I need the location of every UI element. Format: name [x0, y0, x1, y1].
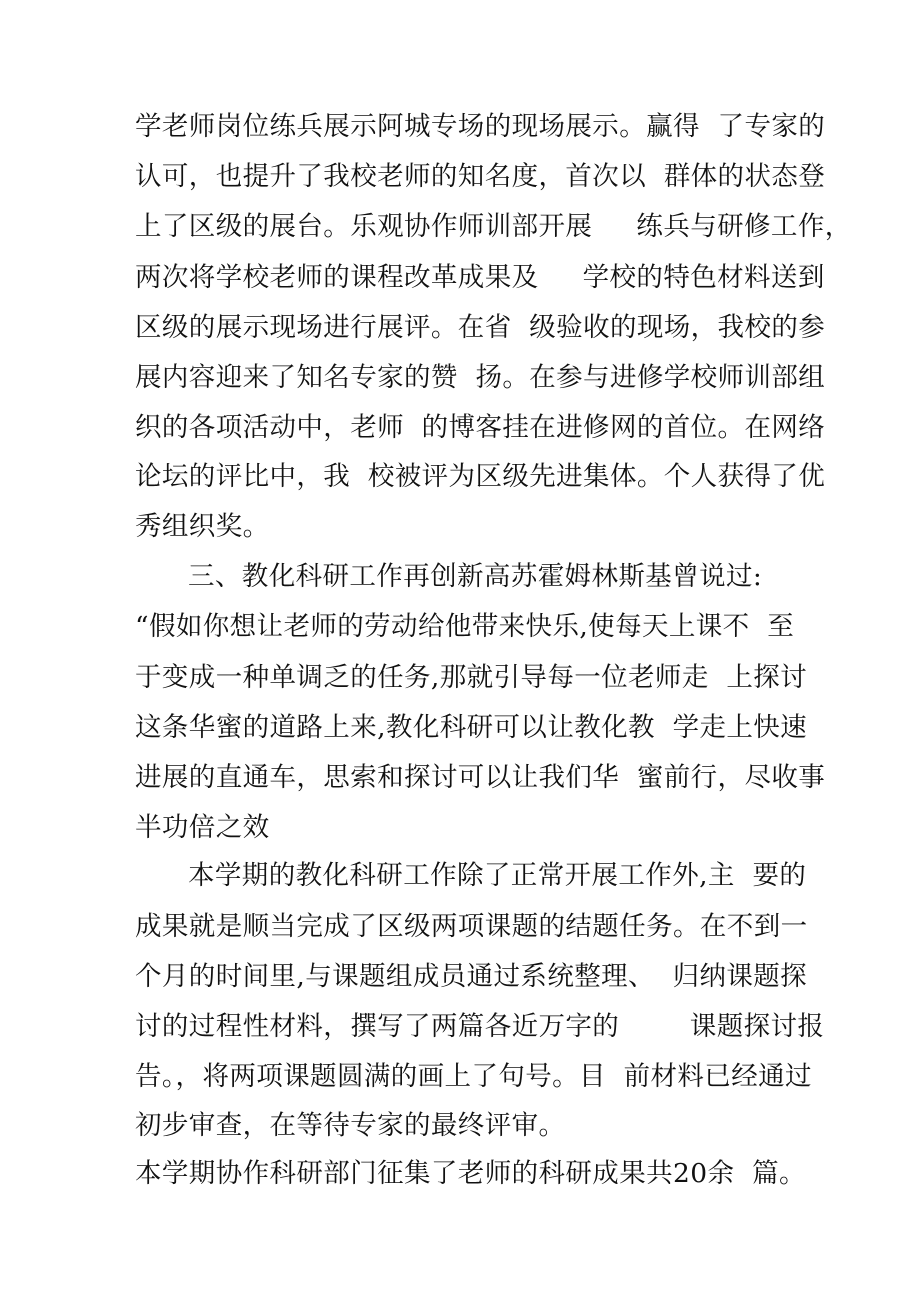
quote-line: 半功倍之效: [135, 812, 270, 843]
text-line: 展内容迎来了知名专家的赞 扬。在参与进修学校师训部组: [135, 362, 826, 393]
text-line: 初步审查，在等待专家的最终评审。: [135, 1110, 566, 1141]
text-line: 织的各项活动中，老师 的博客挂在进修网的首位。在网络: [135, 412, 826, 443]
text-line: 学老师岗位练兵展示阿城专场的现场展示。赢得 了专家的: [135, 111, 826, 142]
text-line: 本学期协作科研部门征集了老师的科研成果共20余 篇。: [135, 1158, 806, 1189]
quote-line: 这条华蜜的道路上来,教化科研可以让教化教 学走上快速: [135, 712, 808, 743]
text-line: 讨的过程性材料，撰写了两篇各近万字的 课题探讨报: [135, 1011, 825, 1042]
text-line: 秀组织奖。: [135, 511, 270, 542]
text-line: 论坛的评比中，我 校被评为区级先进集体。个人获得了优: [135, 461, 826, 492]
text-line: 两次将学校老师的课程改革成果及 学校的特色材料送到: [135, 262, 825, 293]
text-line: 成果就是顺当完成了区级两项课题的结题任务。在不到一: [135, 911, 808, 942]
section-heading: 三、教化科研工作再创新高苏霍姆林斯基曾说过:: [188, 561, 763, 592]
quote-line: “假如你想让老师的劳动给他带来快乐,使每天上课不 至: [135, 611, 795, 642]
text-line: 告。，将两项课题圆满的画上了句号。目 前材料已经通过: [135, 1061, 812, 1092]
text-line: 个月的时间里,与课题组成员通过系统整理、 归纳课题探: [135, 961, 808, 992]
quote-line: 于变成一种单调乏的任务,那就引导每一位老师走 上探讨: [135, 662, 808, 693]
text-line: 本学期的教化科研工作除了正常开展工作外,主 要的: [188, 860, 807, 891]
text-line: 上了区级的展台。乐观协作师训部开展 练兵与研修工作，: [135, 211, 852, 242]
quote-line: 进展的直通车，思索和探讨可以让我们华 蜜前行，尽收事: [135, 762, 826, 793]
text-line: 区级的展示现场进行展评。在省 级验收的现场，我校的参: [135, 312, 826, 343]
text-line: 认可，也提升了我校老师的知名度，首次以 群体的状态登: [135, 161, 826, 192]
